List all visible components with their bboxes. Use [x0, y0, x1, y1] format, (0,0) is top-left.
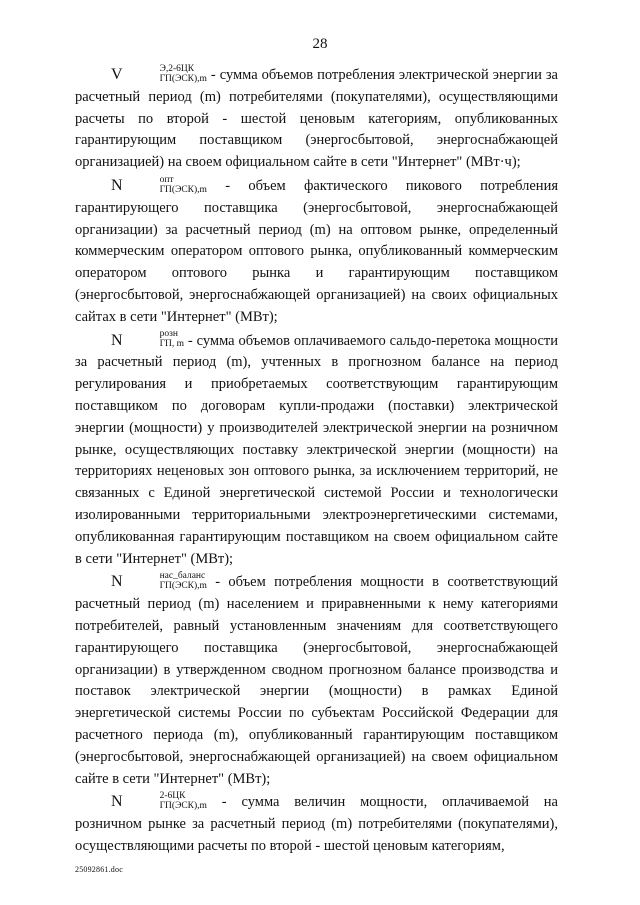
document-body [75, 64, 558, 858]
symbol-superscript: Э,2-6ЦК [159, 63, 195, 74]
symbol-letter: N [111, 793, 123, 811]
symbol-superscript: опт [159, 174, 174, 185]
definition-paragraph [75, 571, 558, 790]
symbol-indices [124, 792, 207, 811]
formula-symbol [111, 329, 185, 350]
symbol-indices [124, 330, 185, 349]
symbol-subscript: ГП(ЭСК),m [159, 801, 207, 812]
definition-text: - объем фактического пикового потребления гарантирующего поставщика (энергосбытовой, энергоснабжающей организации) за расчетный период (m) на оптовом рынке, определенный коммерческим оператором оптового рынка, опубликованный коммерческим оператором оптового рынка и гарантирующим поставщиком (энергосбытовой, энергоснабжающей организацией) на своих официальных сайтах в сети "Интернет" (МВт); [75, 177, 558, 325]
formula-symbol [111, 793, 207, 810]
symbol-superscript: 2-6ЦК [159, 791, 186, 802]
formula-symbol [111, 174, 207, 195]
definition-text: - сумма величин мощности, оплачиваемой на розничном рынке за расчетный период (m) потребителями (покупателями), осуществляющими расчеты по второй - шестой ценовым категориям, [75, 794, 558, 854]
symbol-subscript: ГП(ЭСК),m [159, 581, 207, 592]
symbol-indices [124, 65, 207, 84]
document-filename-footer: 25092861.doc [75, 865, 123, 874]
symbol-letter: N [111, 573, 123, 591]
symbol-indices [124, 572, 207, 591]
symbol-letter: N [111, 331, 123, 349]
symbol-subscript: ГП(ЭСК),m [159, 73, 207, 84]
formula-symbol [111, 63, 207, 84]
symbol-superscript: нас_баланс [159, 571, 206, 582]
definition-paragraph [75, 791, 558, 857]
formula-symbol [111, 573, 207, 590]
definition-paragraph [75, 64, 558, 174]
symbol-letter: V [111, 66, 123, 83]
definition-text: - сумма объемов оплачиваемого сальдо-перетока мощности за расчетный период (m), учтенных в прогнозном балансе на период регулирования и приобретаемых соответствующим гарантирующим поставщиком по договорам купли-продажи (поставки) электрической энергии (мощности) у производителей электрической энергии на розничном рынке, осуществляющих поставку электрической энергии (мощности) на территориях неценовых зон оптового рынка, за исключением территорий, не связанных с Единой энергетической системой России и технологически изолированными территориальными электроэнергетическими системами, опубликованная гарантирующим поставщиком на своем официальном сайте в сети "Интернет" (МВт); [75, 332, 558, 567]
definition-text: - объем потребления мощности в соответствующий расчетный период (m) населением и приравненными к нему категориями потребителей, равный установленным значениям для соответствующего гарантирующего поставщика (энергосбытовой, энергоснабжающей организации) в утвержденном сводном прогнозном балансе производства и поставок электрической энергии (мощности) в рамках Единой энергетической системы России по субъектам Российской Федерации для расчетного периода (m), опубликованный гарантирующим поставщиком (энергосбытовой, энергоснабжающей организацией) на своем официальном сайте в сети "Интернет" (МВт); [75, 574, 558, 787]
symbol-subscript: ГП(ЭСК),m [159, 184, 207, 195]
definition-text: - сумма объемов потребления электрической энергии за расчетный период (m) потребителями (покупателями), осуществляющими расчеты по второй - шестой ценовым категориям, опубликованных гарантирующим поставщиком (энергосбытовой, энергоснабжающей организацией) на своем официальном сайте в сети "Интернет" (МВт·ч); [75, 67, 558, 171]
definition-paragraph [75, 330, 558, 571]
symbol-letter: N [111, 176, 123, 194]
definition-paragraph [75, 175, 558, 329]
symbol-subscript: ГП, m [159, 339, 185, 350]
symbol-indices [124, 176, 207, 195]
page-number: 28 [312, 36, 328, 52]
symbol-superscript: розн [159, 329, 178, 340]
